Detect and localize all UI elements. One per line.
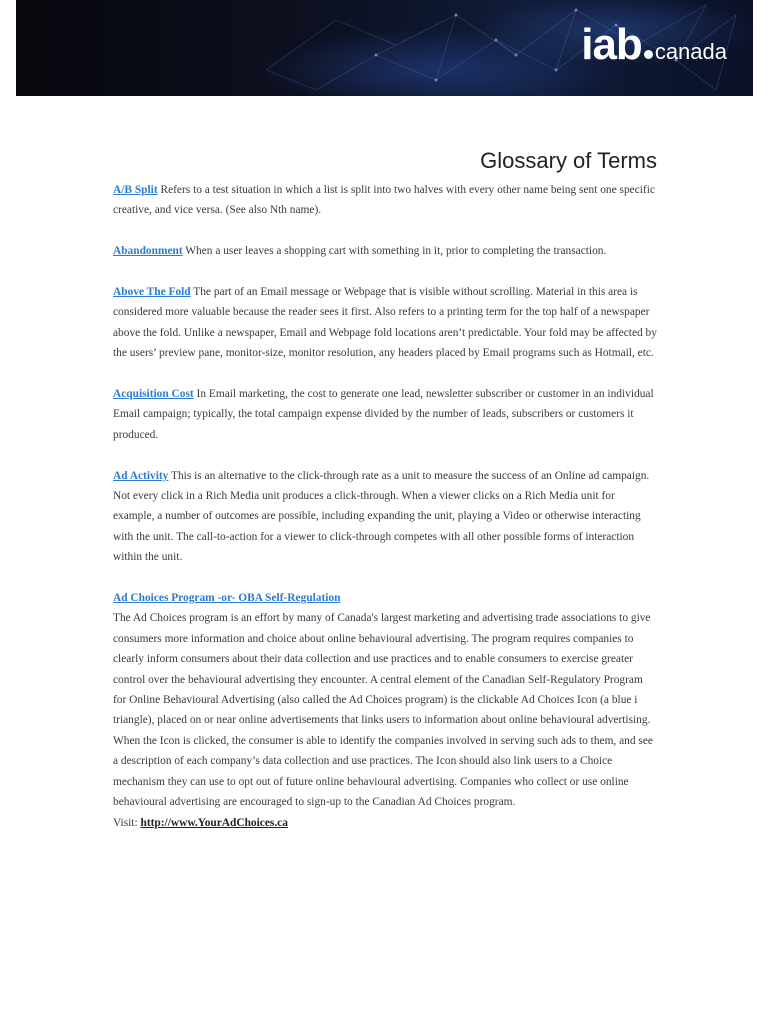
- glossary-term-link[interactable]: Ad Activity: [113, 469, 169, 482]
- glossary-entry: [113, 384, 658, 445]
- glossary-term-link[interactable]: A/B Split: [113, 184, 158, 196]
- glossary-term-link[interactable]: Acquisition Cost: [113, 388, 194, 401]
- glossary-definition: This is an alternative to the click-through rate as a unit to measure the success of an Online ad campaign. Not every click in a Rich Media unit produces a click-through. When a viewer clicks on a Rich Media unit for example, a number of outcomes are possible, including expanding the unit, playing a Video or otherwise interacting with the unit. The call-to-action for a viewer to click-through competes with all other possible forms of interaction within the unit.: [113, 469, 650, 564]
- logo-main-text: iab: [581, 20, 642, 69]
- glossary-definition: The Ad Choices program is an effort by many of Canada's largest marketing and advertising trade associations to give consumers more information and choice about online behavioural advertising. The program requires companies to clearly inform consumers about their data collection and use practices and to enable consumers to exercise greater control over the behavioural advertising they encounter. A central element of the Canadian Self-Regulatory Program for Online Behavioural Advertising (also called the Ad Choices program) is the clickable Ad Choices Icon (a blue i triangle), placed on or near online advertisements that links users to information about online behavioural advertising. When the Icon is clicked, the consumer is able to identify the companies involved in serving such ads to them, and see a description of each company’s data collection and use practices. The Icon should also link users to a Choice mechanism they can use to opt out of future online behavioural advertising. Companies who collect or use online behavioural advertising are encouraged to sign-up to the Canadian Ad Choices program.: [113, 612, 653, 809]
- iab-canada-logo: [581, 20, 727, 70]
- header-banner: [16, 0, 753, 96]
- glossary-term-link[interactable]: Abandonment: [113, 245, 183, 258]
- visit-label: Visit:: [113, 816, 141, 829]
- glossary-entry: [113, 241, 658, 261]
- adchoices-url-link[interactable]: http://www.YourAdChoices.ca: [140, 816, 288, 829]
- glossary-entry: [113, 180, 658, 221]
- glossary-list: [113, 180, 658, 833]
- glossary-entry: [113, 466, 658, 568]
- glossary-definition: In Email marketing, the cost to generate one lead, newsletter subscriber or customer in an individual Email campaign; typically, the total campaign expense divided by the number of leads, subscribers or customers it produced.: [113, 388, 654, 441]
- glossary-term-link[interactable]: Ad Choices Program -or- OBA Self-Regulation: [113, 592, 341, 605]
- glossary-definition: When a user leaves a shopping cart with something in it, prior to completing the transaction.: [182, 245, 607, 258]
- logo-dot: [644, 50, 653, 59]
- glossary-entry-adchoices: [113, 588, 658, 833]
- glossary-term-link[interactable]: Above The Fold: [113, 286, 191, 298]
- logo-sub-text: canada: [654, 39, 727, 64]
- page-title: Glossary of Terms: [480, 148, 657, 173]
- glossary-entry: [113, 282, 658, 364]
- glossary-definition: Refers to a test situation in which a list is split into two halves with every other name being sent one specific creative, and vice versa. (See also Nth name).: [113, 184, 655, 217]
- glossary-definition: The part of an Email message or Webpage that is visible without scrolling. Material in this area is considered more valuable because the reader sees it first. Also refers to a printing term for the top half of a newspaper above the fold. Unlike a newspaper, Email and Webpage fold locations aren’t predictable. Your fold may be affected by the users’ preview pane, monitor-size, monitor resolution, any headers placed by Email programs such as Hotmail, etc.: [113, 286, 657, 360]
